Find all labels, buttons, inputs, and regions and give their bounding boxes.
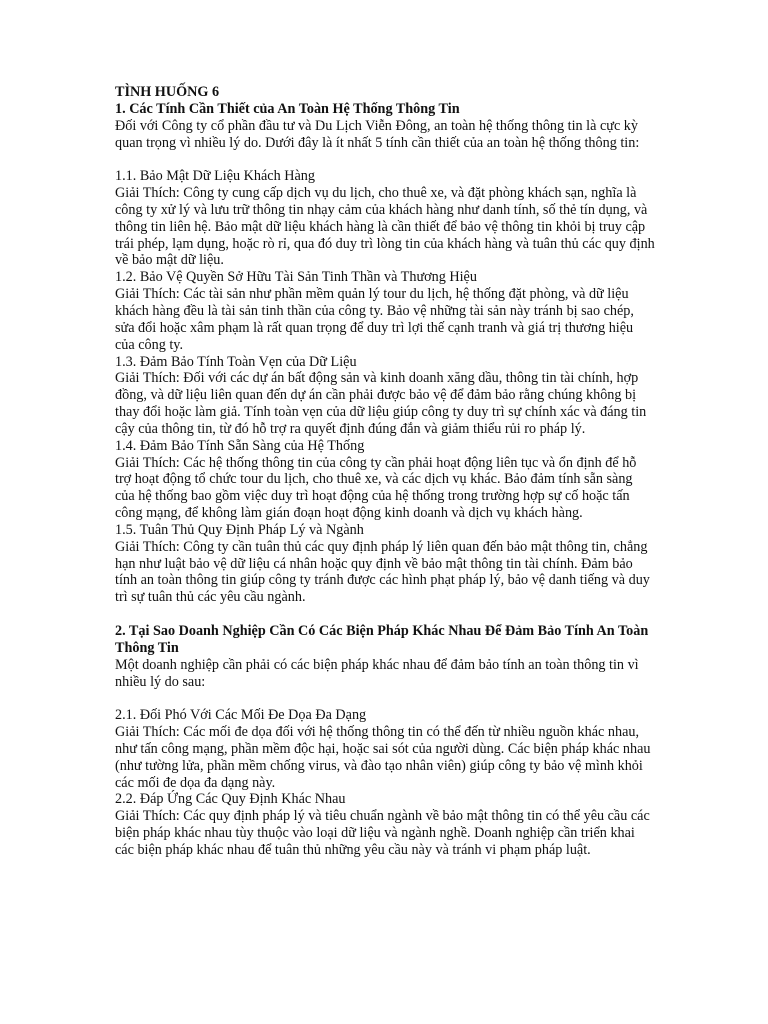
item-1-2-title: 1.2. Bảo Vệ Quyền Sở Hữu Tài Sản Tinh Thần và Thương Hiệu (115, 269, 477, 286)
item-1-3-title: 1.3. Đảm Bảo Tính Toàn Vẹn của Dữ Liệu (115, 353, 357, 370)
item-1-1-text: Giải Thích: Công ty cung cấp dịch vụ du lịch, cho thuê xe, và đặt phòng khách sạn, nghĩa là công ty xử lý và lưu trữ thông tin nhạy cảm của khách hàng như danh tính, số thẻ tín dụng, và thông tin liên hệ. Bảo mật dữ liệu khách hàng là cần thiết để bảo vệ thông tin khỏi bị truy cập trái phép, lạm dụng, hoặc rò rỉ, qua đó duy trì lòng tin của khách hàng và tuân thủ các quy định về bảo mật dữ liệu. (115, 185, 655, 269)
section-2-intro: Một doanh nghiệp cần phải có các biện pháp khác nhau để đảm bảo tính an toàn thông tin vì nhiều lý do sau: (115, 656, 639, 690)
item-1-1-title: 1.1. Bảo Mật Dữ Liệu Khách Hàng (115, 168, 315, 185)
item-2-2-title: 2.2. Đáp Ứng Các Quy Định Khác Nhau (115, 791, 346, 808)
section-2-heading: 2. Tại Sao Doanh Nghiệp Cần Có Các Biện Pháp Khác Nhau Để Đảm Bảo Tính An Toàn Thông Tin (115, 623, 649, 656)
section-1-heading: 1. Các Tính Cần Thiết của An Toàn Hệ Thống Thông Tin (115, 100, 460, 117)
item-2-2-text: Giải Thích: Các quy định pháp lý và tiêu chuẩn ngành về bảo mật thông tin có thể yêu cầu các biện pháp khác nhau tùy thuộc vào loại dữ liệu và ngành nghề. Doanh nghiệp cần triển khai các biện pháp khác nhau để tuân thủ những yêu cầu này và tránh vi phạm pháp luật. (115, 808, 650, 858)
item-1-5-title: 1.5. Tuân Thủ Quy Định Pháp Lý và Ngành (115, 521, 364, 538)
item-1-4-text: Giải Thích: Các hệ thống thông tin của công ty cần phải hoạt động liên tục và ổn định để hỗ trợ hoạt động tổ chức tour du lịch, cho thuê xe, và các dịch vụ khác. Bảo đảm tính sẵn sàng của hệ thống bao gồm việc duy trì hoạt động của hệ thống trong trường hợp sự cố hoặc tấn công mạng, để không làm gián đoạn hoạt động kinh doanh và dịch vụ khách hàng. (115, 454, 637, 522)
blank-line (115, 151, 655, 168)
item-1-2-text: Giải Thích: Các tài sản như phần mềm quản lý tour du lịch, hệ thống đặt phòng, và dữ liệu khách hàng đều là tài sản tinh thần của công ty. Bảo vệ những tài sản này tránh bị sao chép, sửa đổi hoặc xâm phạm là rất quan trọng để duy trì lợi thế cạnh tranh và giá trị thương hiệu của công ty. (115, 286, 634, 353)
item-1-5-text: Giải Thích: Công ty cần tuân thủ các quy định pháp lý liên quan đến bảo mật thông tin, chẳng hạn như luật bảo vệ dữ liệu cá nhân hoặc quy định về bảo mật thông tin tài chính. Đảm bảo tính an toàn thông tin giúp công ty tránh được các hình phạt pháp lý, bảo vệ danh tiếng và duy trì sự tuân thủ các yêu cầu ngành. (115, 538, 650, 606)
section-1-intro: Đối với Công ty cổ phần đầu tư và Du Lịch Viễn Đông, an toàn hệ thống thông tin là cực kỳ quan trọng vì nhiều lý do. Dưới đây là ít nhất 5 tính cần thiết của an toàn hệ thống thông tin: (115, 117, 640, 151)
item-2-1-title: 2.1. Đối Phó Với Các Mối Đe Dọa Đa Dạng (115, 707, 367, 724)
item-1-4-title: 1.4. Đảm Bảo Tính Sẵn Sàng của Hệ Thống (115, 437, 365, 454)
blank-line (115, 690, 655, 707)
document-page (115, 84, 655, 859)
item-1-3-text: Giải Thích: Đối với các dự án bất động sản và kinh doanh xăng dầu, thông tin tài chính, hợp đồng, và dữ liệu liên quan đến dự án cần phải được bảo vệ để đảm bảo rằng chúng không bị thay đổi hoặc làm giả. Tính toàn vẹn của dữ liệu giúp công ty duy trì sự chính xác và đáng tin cậy của thông tin, từ đó hỗ trợ ra quyết định đúng đắn và giảm thiểu rủi ro pháp lý. (115, 370, 647, 437)
item-2-1-text: Giải Thích: Các mối đe dọa đối với hệ thống thông tin có thể đến từ nhiều nguồn khác nhau, như tấn công mạng, phần mềm độc hại, hoặc sai sót của người dùng. Các biện pháp khác nhau (như tường lửa, phần mềm chống virus, và đào tạo nhân viên) giúp công ty bảo vệ mình khỏi các mối đe dọa đa dạng này. (115, 724, 651, 791)
blank-line (115, 606, 655, 623)
case-title: TÌNH HUỐNG 6 (115, 84, 220, 100)
